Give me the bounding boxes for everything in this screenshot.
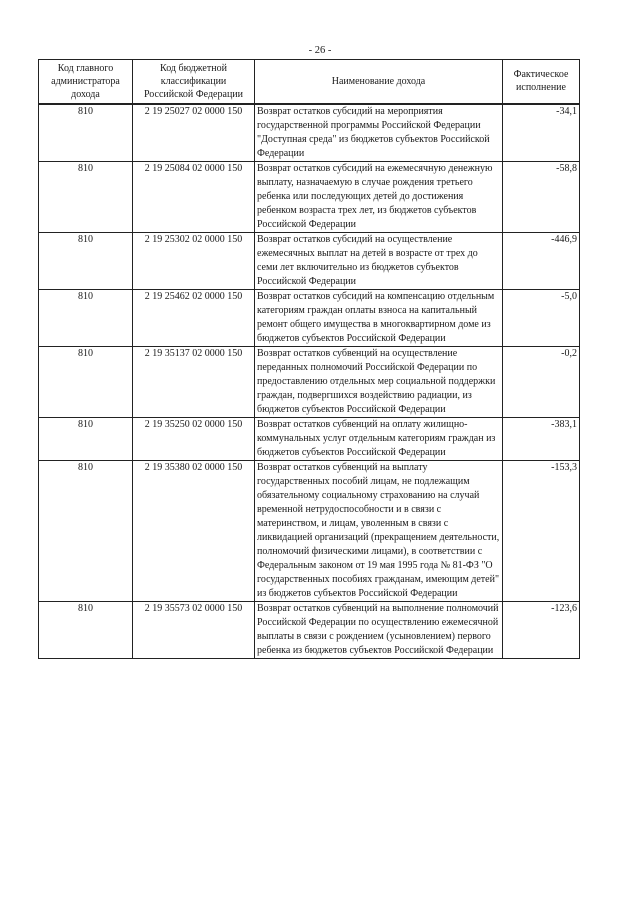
cell-budget-code: 2 19 35573 02 0000 150 [133,601,255,658]
cell-amount: -383,1 [503,417,580,460]
cell-budget-code: 2 19 25302 02 0000 150 [133,232,255,289]
cell-amount: -34,1 [503,104,580,162]
table-row [39,232,580,289]
cell-income-name: Возврат остатков субсидий на мероприятия государственной программы Российской Федерации "Доступная среда" из бюджетов субъектов Российской Федерации [255,104,503,162]
cell-income-name: Возврат остатков субвенций на выполнение полномочий Российской Федерации по осуществлению ежемесячной выплаты в связи с рождением (усыновлением) первого ребенка из бюджетов субъектов Российской Федерации [255,601,503,658]
page-number: - 26 - [308,45,332,56]
header-income-name: Наименование дохода [255,60,503,104]
table-row [39,161,580,232]
cell-budget-code: 2 19 25027 02 0000 150 [133,104,255,162]
header-actual-amount: Фактическое исполнение [503,60,580,104]
cell-budget-code: 2 19 35380 02 0000 150 [133,460,255,601]
header-budget-code: Код бюджетной классификации Российской Федерации [133,60,255,104]
cell-income-name: Возврат остатков субвенций на выплату государственных пособий лицам, не подлежащим обязательному социальному страхованию на случай временной нетрудоспособности и в связи с материнством, и лицам, уволенным в связи с ликвидацией организаций (прекращением деятельности, полномочий физическими лицами), в соответствии с Федеральным законом от 19 мая 1995 года № 81-ФЗ "О государственных пособиях гражданам, имеющим детей" из бюджетов субъектов Российской Федерации [255,460,503,601]
table-row [39,289,580,346]
cell-admin-code: 810 [39,601,133,658]
cell-income-name: Возврат остатков субсидий на ежемесячную денежную выплату, назначаемую в случае рождения третьего ребенка или последующих детей до достижения ребенком возраста трех лет, из бюджетов субъектов Российской Федерации [255,161,503,232]
table-header [39,60,580,104]
table-row [39,346,580,417]
cell-amount: -153,3 [503,460,580,601]
header-admin-code: Код главного администратора дохода [39,60,133,104]
cell-admin-code: 810 [39,104,133,162]
cell-admin-code: 810 [39,346,133,417]
cell-budget-code: 2 19 35137 02 0000 150 [133,346,255,417]
cell-admin-code: 810 [39,460,133,601]
cell-amount: -0,2 [503,346,580,417]
cell-admin-code: 810 [39,161,133,232]
cell-income-name: Возврат остатков субвенций на осуществление переданных полномочий Российской Федерации по предоставлению отдельных мер социальной поддержки граждан, подвергшихся воздействию радиации, из бюджетов субъектов Российской Федерации [255,346,503,417]
table-row [39,104,580,162]
cell-amount: -58,8 [503,161,580,232]
table-row [39,417,580,460]
cell-budget-code: 2 19 35250 02 0000 150 [133,417,255,460]
cell-budget-code: 2 19 25462 02 0000 150 [133,289,255,346]
cell-amount: -123,6 [503,601,580,658]
table-row [39,601,580,658]
cell-admin-code: 810 [39,417,133,460]
cell-amount: -5,0 [503,289,580,346]
cell-admin-code: 810 [39,232,133,289]
cell-budget-code: 2 19 25084 02 0000 150 [133,161,255,232]
table-row [39,460,580,601]
cell-amount: -446,9 [503,232,580,289]
cell-admin-code: 810 [39,289,133,346]
income-table [38,59,580,659]
cell-income-name: Возврат остатков субсидий на компенсацию отдельным категориям граждан оплаты взноса на капитальный ремонт общего имущества в многоквартирном доме из бюджетов субъектов Российской Федерации [255,289,503,346]
cell-income-name: Возврат остатков субсидий на осуществление ежемесячных выплат на детей в возрасте от трех до семи лет включительно из бюджетов субъектов Российской Федерации [255,232,503,289]
cell-income-name: Возврат остатков субвенций на оплату жилищно-коммунальных услуг отдельным категориям граждан из бюджетов субъектов Российской Федерации [255,417,503,460]
